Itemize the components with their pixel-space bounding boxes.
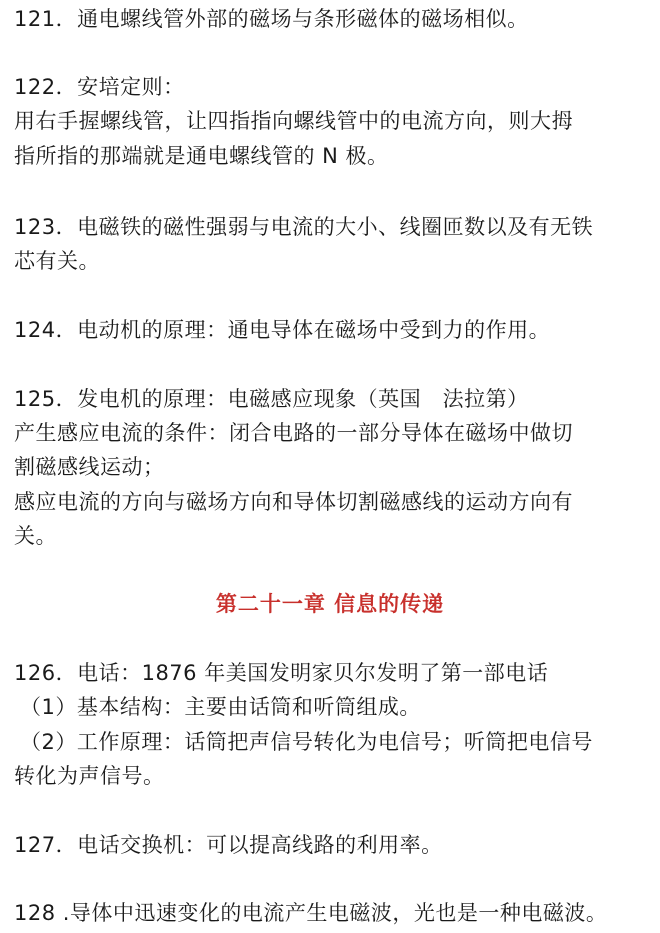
item-122-text-2: 指所指的那端就是通电螺线管的 N 极。 — [14, 144, 389, 168]
item-126-structure: （1）基本结构：主要由话筒和听筒组成。 — [20, 695, 421, 719]
chapter-title: 第二十一章 信息的传递 — [215, 592, 445, 616]
item-125-text-2: 割磁感线运动； — [14, 455, 165, 479]
item-121: 121．通电螺线管外部的磁场与条形磁体的磁场相似。 — [14, 7, 529, 31]
item-124: 124．电动机的原理：通电导体在磁场中受到力的作用。 — [14, 318, 551, 342]
item-127: 127．电话交换机：可以提高线路的利用率。 — [14, 833, 443, 857]
item-123-text-1: 123．电磁铁的磁性强弱与电流的大小、线圈匝数以及有无铁 — [14, 215, 594, 239]
item-126-principle-1: （2）工作原理：话筒把声信号转化为电信号；听筒把电信号 — [20, 730, 593, 754]
item-125-text-3: 感应电流的方向与磁场方向和导体切割磁感线的运动方向有 — [14, 490, 573, 514]
item-122-text-1: 用右手握螺线管，让四指指向螺线管中的电流方向，则大拇 — [14, 109, 573, 133]
item-122-heading: 122．安培定则： — [14, 75, 185, 99]
item-125-text-1: 产生感应电流的条件：闭合电路的一部分导体在磁场中做切 — [14, 421, 573, 445]
item-125-text-4: 关。 — [14, 524, 57, 548]
item-123-text-2: 芯有关。 — [14, 249, 100, 273]
item-126-principle-2: 转化为声信号。 — [14, 764, 165, 788]
item-125-heading: 125．发电机的原理：电磁感应现象（英国 法拉第） — [14, 387, 529, 411]
item-128: 128 .导体中迅速变化的电流产生电磁波，光也是一种电磁波。 — [14, 901, 608, 925]
item-126-heading: 126．电话：1876 年美国发明家贝尔发明了第一部电话 — [14, 661, 549, 685]
